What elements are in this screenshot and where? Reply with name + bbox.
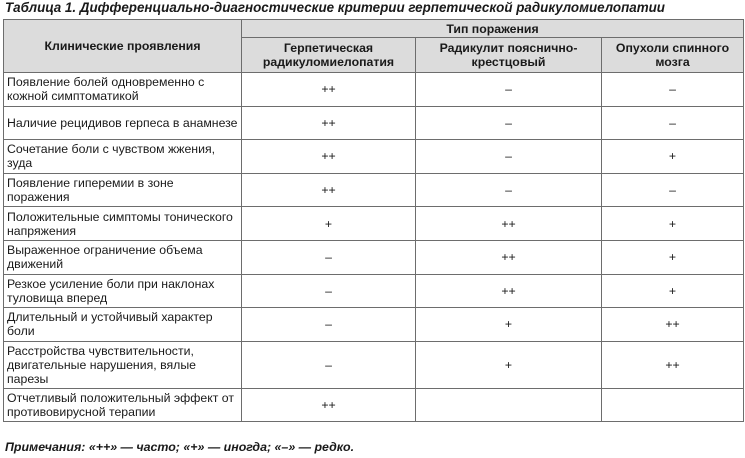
cell-herpetic: –	[242, 240, 416, 274]
cell-tumors: ++	[602, 341, 744, 388]
row-label: Резкое усиление боли при наклонах туловища вперед	[4, 274, 242, 308]
row-label: Сочетание боли с чувством жжения, зуда	[4, 140, 242, 174]
cell-radiculitis: ++	[416, 207, 602, 241]
cell-herpetic: ++	[242, 73, 416, 107]
table-row	[4, 341, 744, 388]
table-note: Примечания: «++» — часто; «+» — иногда; «–» — редко.	[5, 440, 355, 454]
cell-tumors	[602, 388, 744, 422]
row-label: Положительные симптомы тонического напряжения	[4, 207, 242, 241]
cell-radiculitis: –	[416, 106, 602, 140]
cell-herpetic: –	[242, 341, 416, 388]
row-label: Длительный и устойчивый характер боли	[4, 308, 242, 342]
cell-tumors: +	[602, 274, 744, 308]
criteria-table	[3, 19, 744, 422]
header-type-group: Тип поражения	[242, 20, 744, 38]
header-tumors: Опухоли спинного мозга	[602, 38, 744, 73]
cell-herpetic: ++	[242, 388, 416, 422]
cell-tumors: –	[602, 106, 744, 140]
cell-radiculitis: +	[416, 308, 602, 342]
cell-radiculitis: ++	[416, 274, 602, 308]
row-label: Наличие рецидивов герпеса в анамнезе	[4, 106, 242, 140]
cell-radiculitis	[416, 388, 602, 422]
table-row	[4, 140, 744, 174]
table-row	[4, 207, 744, 241]
header-radiculitis: Радикулит пояснично-крестцовый	[416, 38, 602, 73]
cell-tumors: +	[602, 207, 744, 241]
row-label: Появление гиперемии в зоне поражения	[4, 173, 242, 207]
table-row	[4, 73, 744, 107]
cell-herpetic: ++	[242, 140, 416, 174]
row-label: Расстройства чувствительности, двигательные нарушения, вялые парезы	[4, 341, 242, 388]
row-label: Отчетливый положительный эффект от противовирусной терапии	[4, 388, 242, 422]
cell-tumors: –	[602, 173, 744, 207]
row-label: Выраженное ограничение объема движений	[4, 240, 242, 274]
cell-radiculitis: ++	[416, 240, 602, 274]
table-row	[4, 388, 744, 422]
cell-radiculitis: –	[416, 173, 602, 207]
table-caption: Таблица 1. Дифференциально-диагностические критерии герпетической радикуломиелопатии	[5, 0, 665, 15]
cell-radiculitis: –	[416, 73, 602, 107]
cell-herpetic: –	[242, 274, 416, 308]
cell-tumors: +	[602, 240, 744, 274]
cell-tumors: ++	[602, 308, 744, 342]
table-row	[4, 240, 744, 274]
cell-herpetic: –	[242, 308, 416, 342]
cell-tumors: +	[602, 140, 744, 174]
table-row	[4, 308, 744, 342]
cell-herpetic: ++	[242, 173, 416, 207]
row-label: Появление болей одновременно с кожной симптоматикой	[4, 73, 242, 107]
cell-herpetic: +	[242, 207, 416, 241]
cell-radiculitis: +	[416, 341, 602, 388]
cell-herpetic: ++	[242, 106, 416, 140]
table-row	[4, 106, 744, 140]
header-clinical: Клинические проявления	[4, 20, 242, 73]
table-row	[4, 274, 744, 308]
header-herpetic: Герпетическая радикуломиелопатия	[242, 38, 416, 73]
table-row	[4, 173, 744, 207]
cell-tumors: –	[602, 73, 744, 107]
cell-radiculitis: –	[416, 140, 602, 174]
